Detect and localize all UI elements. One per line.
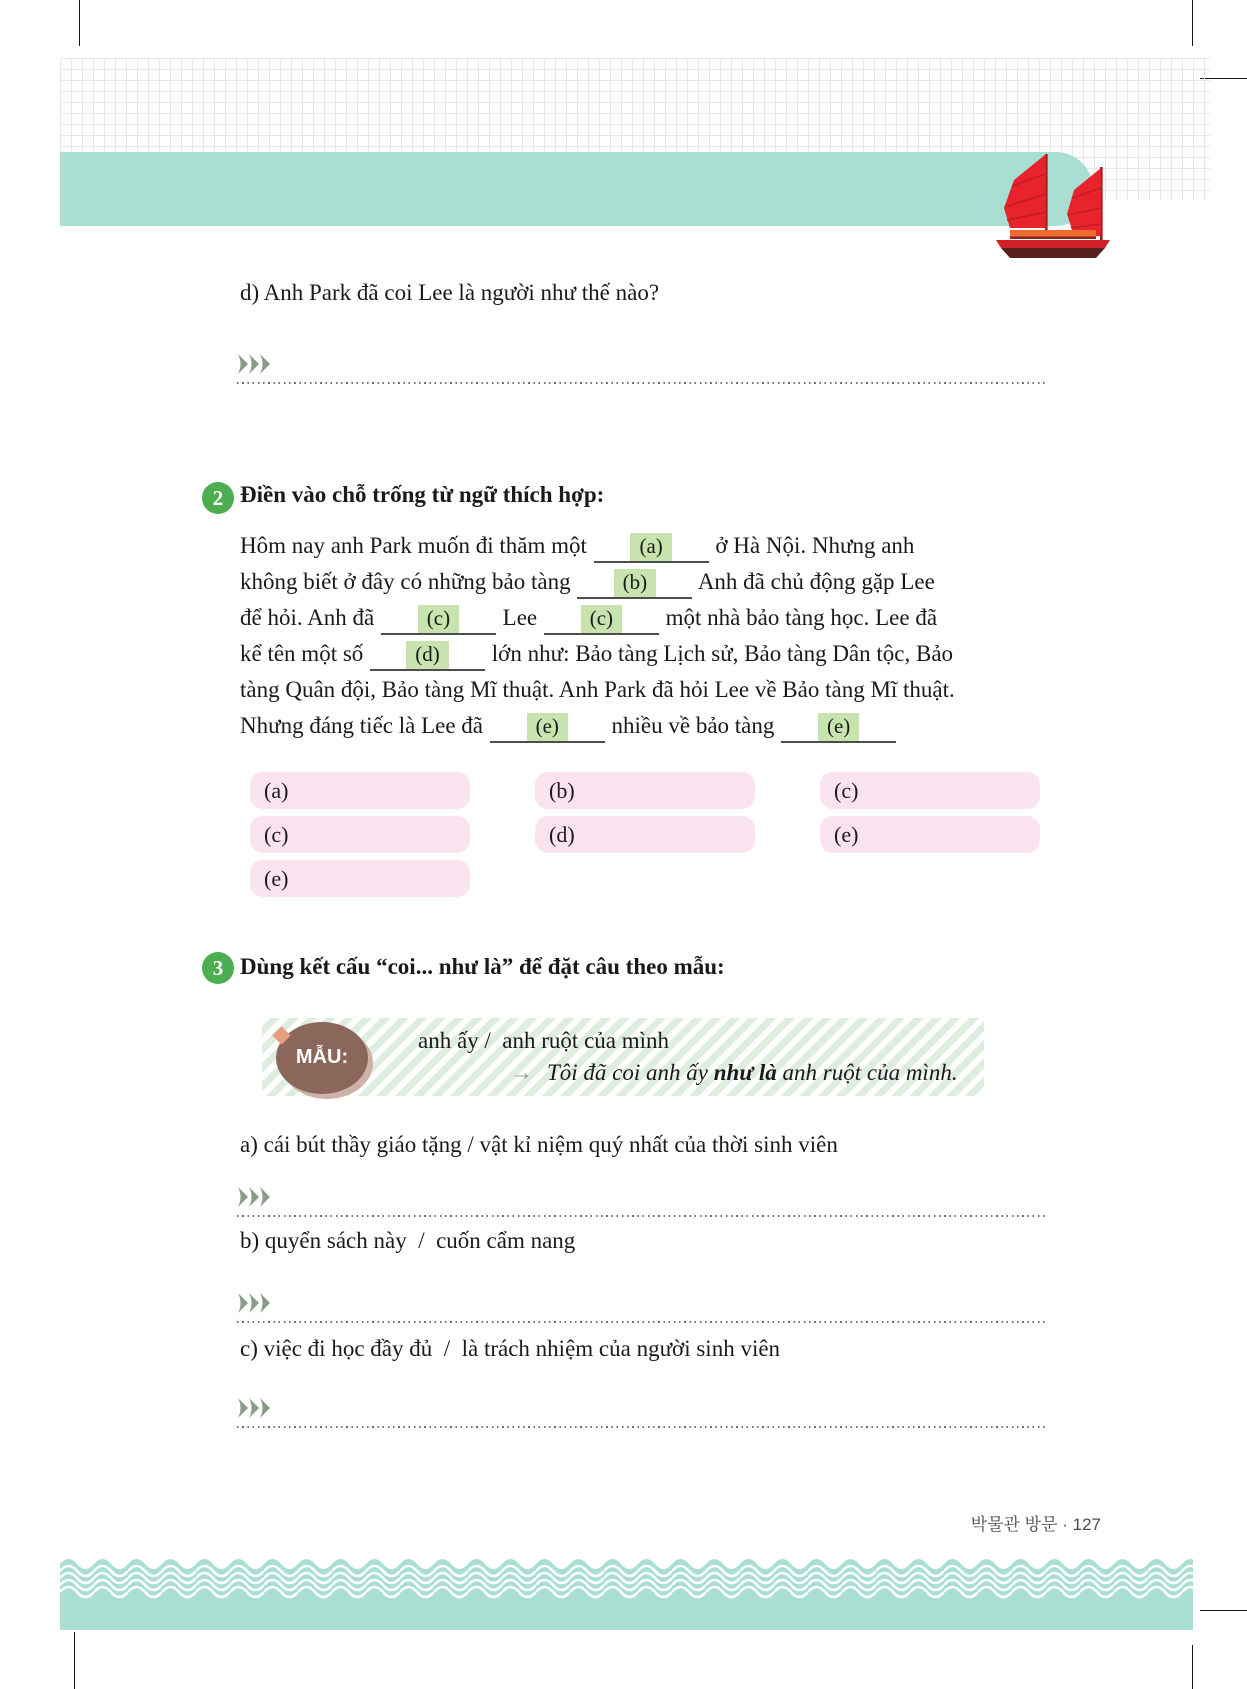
answer-slot-b[interactable] — [237, 1292, 1048, 1323]
triple-arrow-icon — [237, 1292, 273, 1314]
example-output: → Tôi đã coi anh ấy như là anh ruột của mình. — [510, 1060, 958, 1085]
triple-arrow-icon — [237, 1186, 273, 1208]
fill-blank[interactable] — [490, 713, 605, 743]
answer-slot-c[interactable] — [237, 1397, 1048, 1428]
answer-box-label: (e) — [264, 866, 289, 891]
teal-banner — [60, 152, 1093, 226]
blank-label: (c) — [581, 605, 622, 633]
trim-mark — [1192, 1645, 1193, 1689]
answer-box[interactable] — [820, 816, 1040, 853]
blank-label: (b) — [614, 569, 657, 597]
fill-blank[interactable] — [381, 605, 496, 635]
answer-box[interactable] — [250, 860, 470, 897]
section-3-number: 3 — [202, 952, 234, 984]
blank-label: (d) — [406, 641, 449, 669]
paragraph-line: không biết ở đây có những bảo tàng (b) Anh đã chủ động gặp Lee — [240, 564, 1030, 600]
wave-band-decoration — [60, 1550, 1193, 1630]
fill-blank[interactable] — [544, 605, 659, 635]
dotted-answer-line — [237, 1321, 1048, 1323]
section-2-title: Điền vào chỗ trống từ ngữ thích hợp: — [240, 482, 605, 507]
answer-box-label: (a) — [264, 778, 289, 803]
paragraph-line: kể tên một số (d) lớn như: Bảo tàng Lịch sử, Bảo tàng Dân tộc, Bảo — [240, 636, 1030, 672]
section-3-title: Dùng kết cấu “coi... như là” để đặt câu theo mẫu: — [240, 954, 725, 979]
blank-label: (c) — [418, 605, 459, 633]
trim-mark — [1192, 0, 1193, 46]
fill-in-paragraph — [240, 528, 1030, 744]
item-b: b) quyển sách này / cuốn cẩm nang — [240, 1228, 576, 1253]
dotted-answer-line — [237, 382, 1048, 384]
answer-box[interactable] — [250, 772, 470, 809]
blank-label: (e) — [527, 713, 568, 741]
paragraph-line: Hôm nay anh Park muốn đi thăm một (a) ở Hà Nội. Nhưng anh — [240, 528, 1030, 564]
trim-mark — [79, 0, 80, 46]
page-footer: 박물관 방문 · 127 — [970, 1515, 1101, 1534]
paragraph-line: tàng Quân đội, Bảo tàng Mĩ thuật. Anh Park đã hỏi Lee về Bảo tàng Mĩ thuật. — [240, 677, 955, 702]
question-d: d) Anh Park đã coi Lee là người như thế nào? — [240, 280, 660, 305]
mau-speech-bubble — [276, 1022, 368, 1094]
example-input: anh ấy / anh ruột của mình — [418, 1028, 670, 1053]
item-c: c) việc đi học đầy đủ / là trách nhiệm của người sinh viên — [240, 1336, 781, 1361]
fill-blank[interactable] — [781, 713, 896, 743]
answer-box[interactable] — [535, 772, 755, 809]
answer-box-label: (c) — [834, 778, 859, 803]
blank-label: (e) — [818, 713, 859, 741]
answer-box-label: (b) — [549, 778, 575, 803]
answer-box-label: (d) — [549, 822, 575, 847]
dotted-answer-line — [237, 1426, 1048, 1428]
triple-arrow-icon — [237, 1397, 273, 1419]
junk-boat-illustration — [988, 152, 1120, 260]
trim-mark — [74, 1632, 75, 1689]
trim-mark — [1200, 1610, 1247, 1611]
fill-blank[interactable] — [370, 641, 485, 671]
blank-label: (a) — [630, 533, 671, 561]
answer-box[interactable] — [250, 816, 470, 853]
answer-slot-d[interactable] — [237, 353, 1048, 384]
answer-box[interactable] — [535, 816, 755, 853]
answer-slot-a[interactable] — [237, 1186, 1048, 1217]
paragraph-line: để hỏi. Anh đã (c) Lee (c) một nhà bảo tàng học. Lee đã — [240, 600, 1030, 636]
dotted-answer-line — [237, 1215, 1048, 1217]
fill-blank[interactable] — [594, 533, 709, 563]
arrow-right-icon: → — [510, 1060, 533, 1085]
fill-blank[interactable] — [577, 569, 692, 599]
section-2-number: 2 — [202, 482, 234, 514]
triple-arrow-icon — [237, 353, 273, 375]
item-a: a) cái bút thầy giáo tặng / vật kỉ niệm quý nhất của thời sinh viên — [240, 1132, 838, 1157]
answer-box-label: (c) — [264, 822, 289, 847]
answer-box[interactable] — [820, 772, 1040, 809]
mau-label: MẪU: — [295, 1046, 349, 1068]
paragraph-line: Nhưng đáng tiếc là Lee đã (e) nhiều về bảo tàng (e) — [240, 708, 1030, 744]
answer-box-label: (e) — [834, 822, 859, 847]
